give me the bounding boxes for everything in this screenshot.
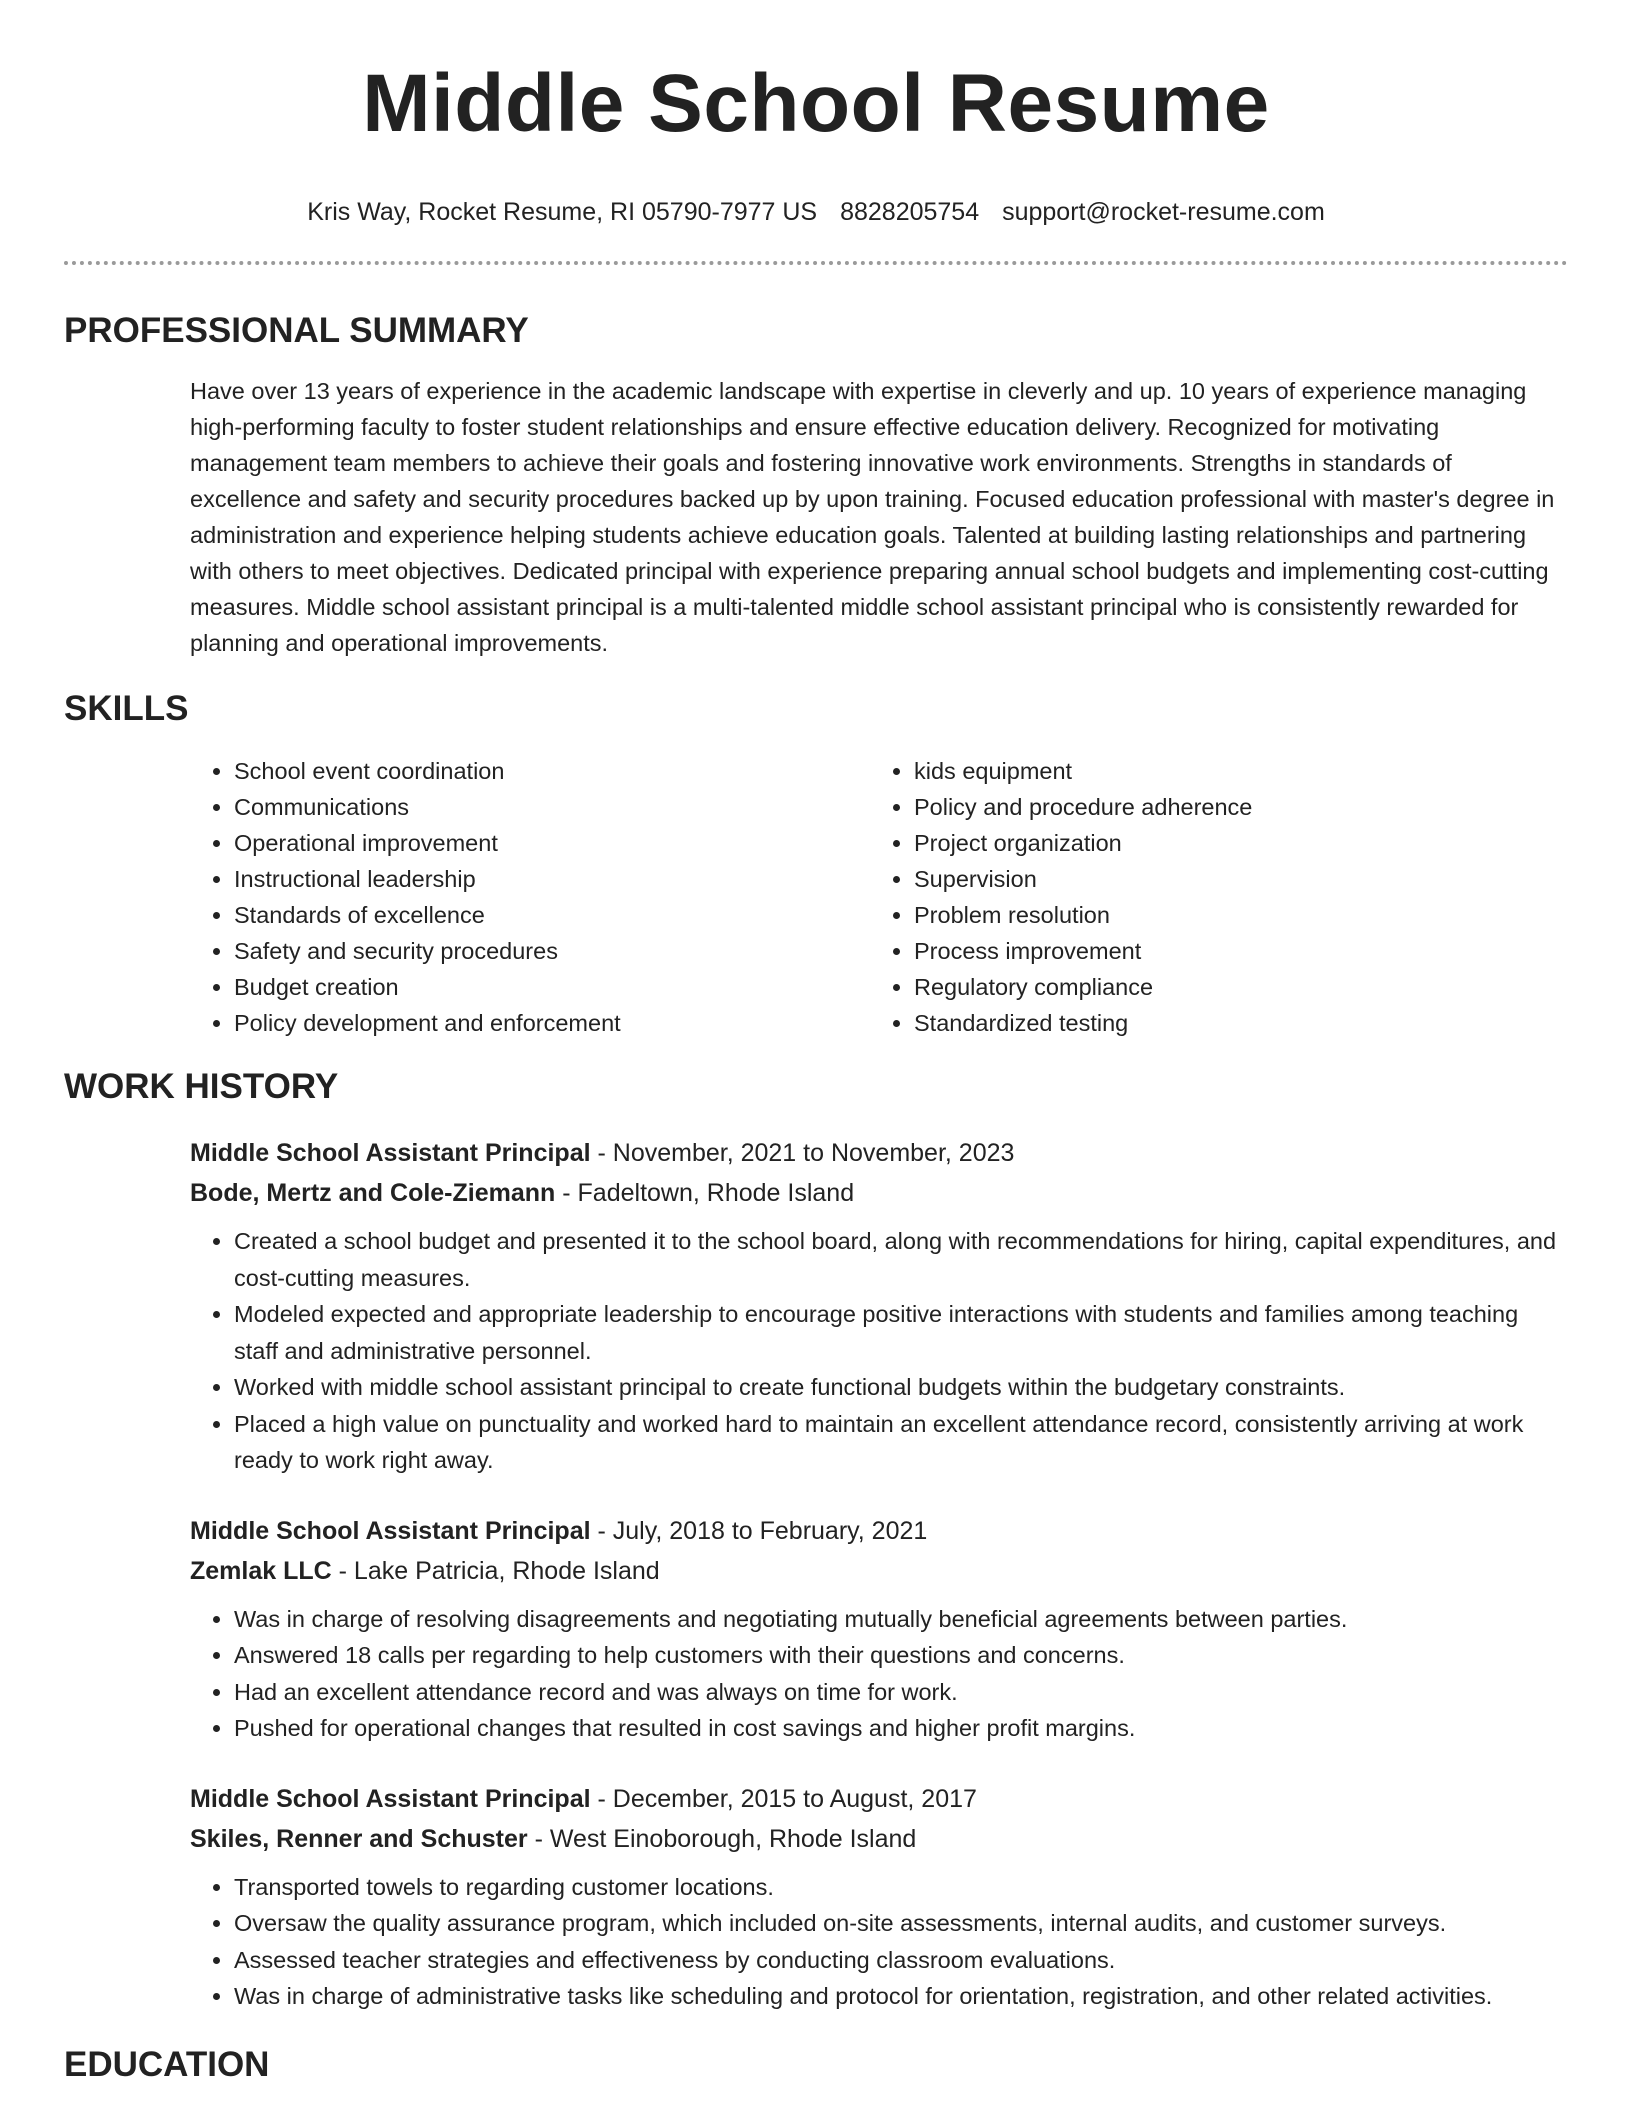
skill-item: • Problem resolution: [914, 897, 1550, 933]
job-dates: - July, 2018 to February, 2021: [590, 1516, 928, 1545]
job-bullet: • Oversaw the quality assurance program, which included on-site assessments, internal audits, and customer surveys.: [234, 1905, 1568, 1942]
job-bullet: • Had an excellent attendance record and was always on time for work.: [234, 1674, 1568, 1711]
job-dates: - December, 2015 to August, 2017: [590, 1784, 977, 1813]
job-bullets: [190, 1869, 1568, 2015]
summary-section: [64, 309, 1568, 661]
skill-item: • Supervision: [914, 861, 1550, 897]
job-bullet: • Answered 18 calls per regarding to help customers with their questions and concerns.: [234, 1637, 1568, 1674]
job-bullet: • Transported towels to regarding customer locations.: [234, 1869, 1568, 1906]
job-company: Bode, Mertz and Cole-Ziemann: [190, 1179, 556, 1207]
job-title: Middle School Assistant Principal: [190, 1516, 591, 1545]
job-title-line: [190, 1133, 1568, 1173]
job-entry: [190, 1779, 1568, 2015]
job-title-line: [190, 1779, 1568, 1819]
header-divider: [64, 261, 1568, 265]
skill-item: • Budget creation: [234, 969, 870, 1005]
skills-grid: [190, 753, 1568, 1041]
job-bullet: • Assessed teacher strategies and effectiveness by conducting classroom evaluations.: [234, 1942, 1568, 1979]
education-heading: EDUCATION: [64, 2044, 270, 2084]
job-bullet: • Was in charge of administrative tasks like scheduling and protocol for orientation, registration, and other related activities.: [234, 1978, 1568, 2015]
job-bullet: • Pushed for operational changes that resulted in cost savings and higher profit margins.: [234, 1710, 1568, 1747]
skill-item: • Policy and procedure adherence: [914, 789, 1550, 825]
skill-item: • Process improvement: [914, 933, 1550, 969]
skill-item: • Operational improvement: [234, 825, 870, 861]
job-bullet: • Placed a high value on punctuality and worked hard to maintain an excellent attendance record, consistently arriving at work ready to work right away.: [234, 1406, 1568, 1479]
skill-item: • School event coordination: [234, 753, 870, 789]
job-bullet: • Worked with middle school assistant principal to create functional budgets within the budgetary constraints.: [234, 1369, 1568, 1406]
skill-item: • Standards of excellence: [234, 897, 870, 933]
job-dates: - November, 2021 to November, 2023: [590, 1139, 1015, 1167]
skills-list-left: [190, 753, 870, 1041]
skill-item: • Communications: [234, 789, 870, 825]
job-title: Middle School Assistant Principal: [190, 1784, 591, 1813]
job-entry: [190, 1511, 1568, 1747]
work-history-section: [64, 1065, 1568, 2015]
resume-title: Middle School Resume: [362, 58, 1270, 149]
job-location: - Lake Patricia, Rhode Island: [331, 1556, 660, 1585]
skill-item: • Policy development and enforcement: [234, 1005, 870, 1041]
job-title: Middle School Assistant Principal: [190, 1139, 591, 1167]
skills-section: [64, 687, 1568, 1041]
contact-line: [64, 196, 1568, 228]
job-bullet: • Created a school budget and presented it to the school board, along with recommendations for hiring, capital expenditures, and cost-cutting measures.: [234, 1223, 1568, 1296]
job-entry: [190, 1133, 1568, 1479]
skill-item: • Standardized testing: [914, 1005, 1550, 1041]
job-location: - West Einoborough, Rhode Island: [527, 1824, 917, 1853]
job-bullet: • Modeled expected and appropriate leadership to encourage positive interactions with students and families among teaching staff and administrative personnel.: [234, 1296, 1568, 1369]
contact-address: Kris Way, Rocket Resume, RI 05790-7977 US: [307, 198, 818, 226]
job-company-line: [190, 1551, 1568, 1591]
job-company-line: [190, 1173, 1568, 1213]
job-company-line: [190, 1819, 1568, 1859]
work-history-heading: WORK HISTORY: [64, 1067, 339, 1106]
job-company: Zemlak LLC: [190, 1556, 332, 1585]
job-bullet: • Was in charge of resolving disagreements and negotiating mutually beneficial agreements between parties.: [234, 1601, 1568, 1638]
skill-item: • Instructional leadership: [234, 861, 870, 897]
skill-item: • Regulatory compliance: [914, 969, 1550, 1005]
summary-heading: PROFESSIONAL SUMMARY: [64, 311, 529, 350]
skill-item: • kids equipment: [914, 753, 1550, 789]
skill-item: • Project organization: [914, 825, 1550, 861]
education-section: [64, 2043, 1568, 2087]
skill-item: • Safety and security procedures: [234, 933, 870, 969]
skills-list-right: [870, 753, 1550, 1041]
job-title-line: [190, 1511, 1568, 1551]
contact-email: support@rocket-resume.com: [1002, 198, 1325, 226]
job-bullets: [190, 1223, 1568, 1479]
skills-heading: SKILLS: [64, 689, 189, 728]
job-location: - Fadeltown, Rhode Island: [555, 1179, 855, 1207]
job-bullets: [190, 1601, 1568, 1747]
contact-phone: 8828205754: [840, 198, 980, 226]
summary-text: Have over 13 years of experience in the academic landscape with expertise in cleverly and up. 10 years of experience managing high-performing faculty to foster student relationships and ensure effective education delivery. Recognized for motivating management team members to achieve their goals and fostering innovative work environments. Strengths in standards of excellence and safety and security procedures backed up by upon training. Focused education professional with master's degree in administration and experience helping students achieve education goals. Talented at building lasting relationships and partnering with others to meet objectives. Dedicated principal with experience preparing annual school budgets and implementing cost-cutting measures. Middle school assistant principal is a multi-talented middle school assistant principal who is consistently rewarded for planning and operational improvements.: [190, 378, 1555, 656]
job-company: Skiles, Renner and Schuster: [190, 1824, 528, 1853]
